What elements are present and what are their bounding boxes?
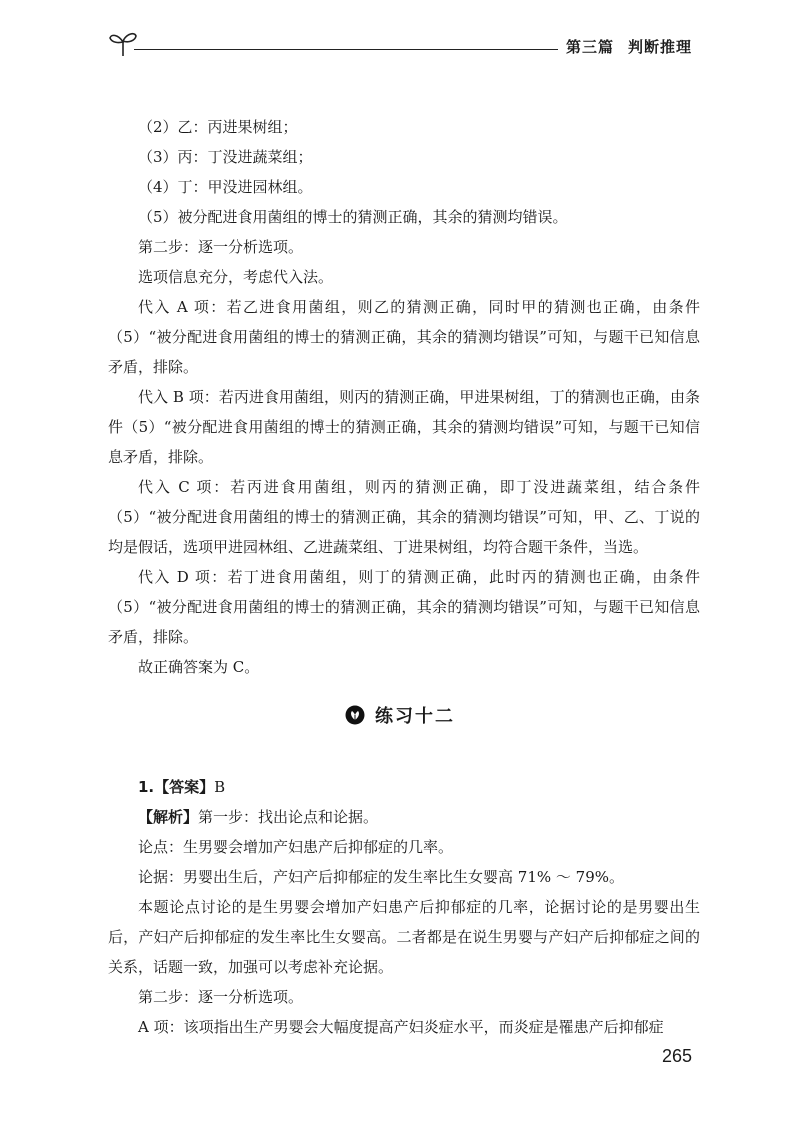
analysis-line: 【解析】第一步：找出论点和论据。 xyxy=(138,808,379,826)
option-a-analysis: 代入 A 项：若乙进食用菌组，则乙的猜测正确，同时甲的猜测也正确，由条件（5）“被分配进食用菌组的博士的猜测正确，其余的猜测均错误”可知，与题干已知信息矛盾，排除。 xyxy=(108,298,700,376)
flower-icon xyxy=(345,705,365,725)
option-d-analysis: 代入 D 项：若丁进食用菌组，则丁的猜测正确，此时丙的猜测也正确，由条件（5）“被分配进食用菌组的博士的猜测正确，其余的猜测均错误”可知，与题干已知信息矛盾，排除。 xyxy=(108,568,700,646)
condition-4: （4）丁：甲没进园林组。 xyxy=(138,178,313,196)
option-a-text: A 项：该项指出生产男婴会大幅度提高产妇炎症水平，而炎症是罹患产后抑郁症 xyxy=(138,1018,664,1036)
condition-2: （2）乙：丙进果树组； xyxy=(138,118,298,136)
final-answer: 故正确答案为 C。 xyxy=(138,658,260,676)
page-number: 265 xyxy=(661,1046,692,1066)
solution-text xyxy=(108,112,700,682)
answer-line: 1.【答案】B xyxy=(138,778,226,796)
step-two-options: 第二步：逐一分析选项。 xyxy=(138,988,304,1006)
step-two: 第二步：逐一分析选项。 xyxy=(138,238,304,256)
header-title: 第三篇 判断推理 xyxy=(558,36,700,57)
condition-5: （5）被分配进食用菌组的博士的猜测正确，其余的猜测均错误。 xyxy=(138,208,568,226)
option-b-analysis: 代入 B 项：若丙进食用菌组，则丙的猜测正确，甲进果树组，丁的猜测也正确，由条件（5）“被分配进食用菌组的博士的猜测正确，其余的猜测均错误”可知，与题干已知信息矛盾，排除。 xyxy=(108,388,700,466)
running-header xyxy=(108,28,700,64)
argument-claim: 论点：生男婴会增加产妇患产后抑郁症的几率。 xyxy=(138,838,454,856)
sprout-icon xyxy=(108,28,138,58)
method-note: 选项信息充分，考虑代入法。 xyxy=(138,268,334,286)
argument-discussion: 本题论点讨论的是生男婴会增加产妇患产后抑郁症的几率，论据讨论的是男婴出生后，产妇产后抑郁症的发生率比生女婴高。二者都是在说生男婴与产妇产后抑郁症之间的关系，话题一致，加强可以考虑补充论据。 xyxy=(108,898,700,976)
section-heading: 练习十二 xyxy=(0,702,800,728)
option-c-analysis: 代入 C 项：若丙进食用菌组，则丙的猜测正确，即丁没进蔬菜组，结合条件（5）“被分配进食用菌组的博士的猜测正确，其余的猜测均错误”可知，甲、乙、丁说的均是假话，选项甲进园林组、乙进蔬菜组、丁进果树组，均符合题干条件，当选。 xyxy=(108,478,700,556)
exercise-answers xyxy=(108,772,700,1042)
argument-evidence: 论据：男婴出生后，产妇产后抑郁症的发生率比生女婴高 71% ～ 79%。 xyxy=(138,868,624,886)
condition-3: （3）丙：丁没进蔬菜组； xyxy=(138,148,313,166)
